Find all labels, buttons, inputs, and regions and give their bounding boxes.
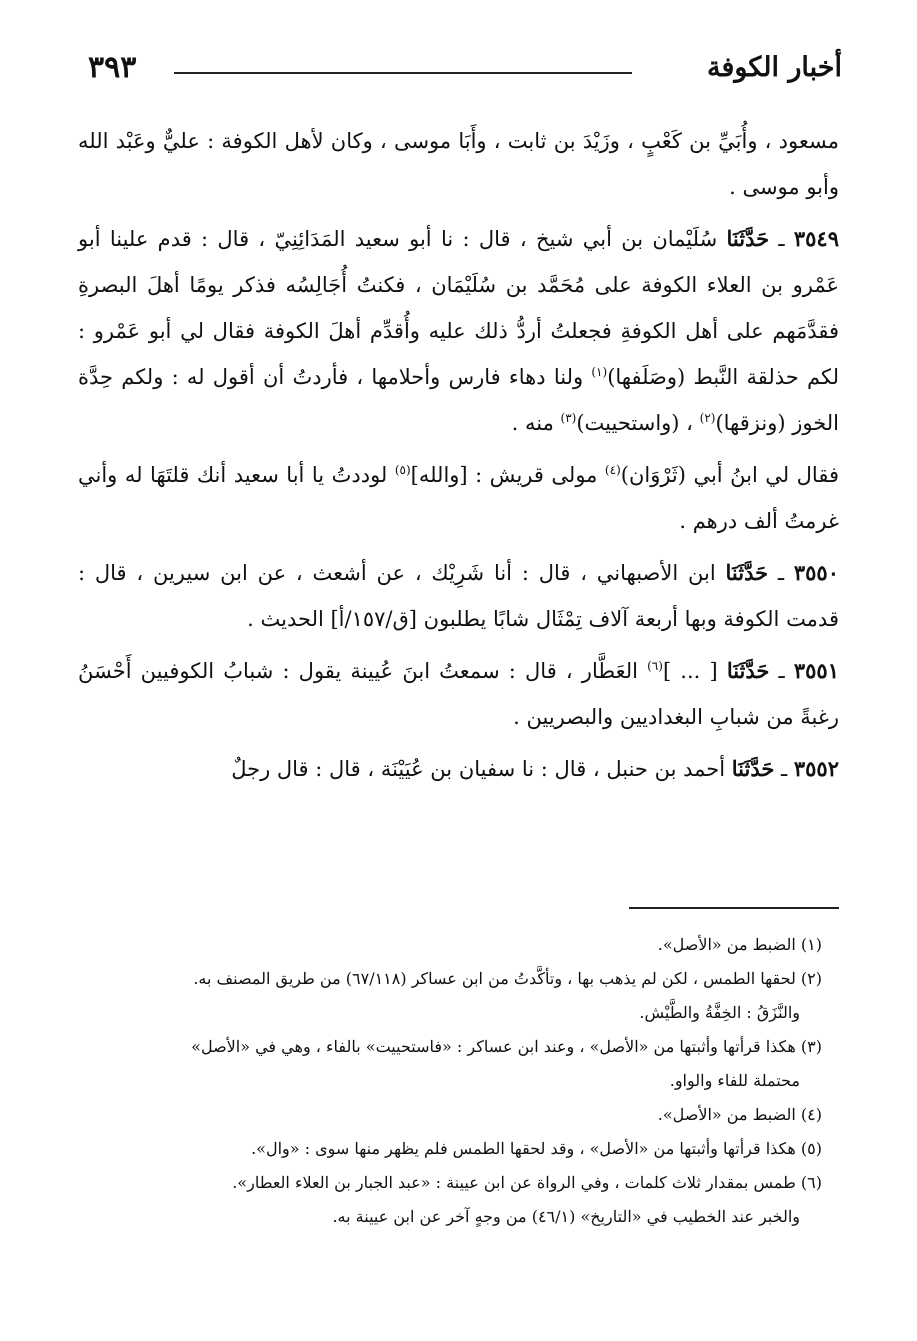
footnote-2: (٢) لحقها الطمس ، لكن لم يذهب بها ، وتأكَّدتُ من ابن عساكر (٦٧/١١٨) من طريق المصنف به. bbox=[193, 969, 822, 988]
hadith-number: ٣٥٥٢ bbox=[793, 756, 839, 781]
paragraph-text: مولى قريش : [والله] bbox=[410, 463, 598, 487]
paragraph-text: فقال لي ابنُ أبي (ثَرْوَان) bbox=[620, 463, 839, 487]
footnote-ref: (٣) bbox=[560, 411, 577, 425]
hadith-text: ، (واستحييت) bbox=[576, 411, 693, 435]
hadith-text: أحمد بن حنبل ، قال : نا سفيان بن عُيَيْنَة ، قال : قال رجلٌ bbox=[231, 757, 726, 781]
footnote-ref: (٢) bbox=[699, 411, 716, 425]
narration-formula: حَدَّثَنَا bbox=[726, 226, 770, 251]
footnote-6: (٦) طمس بمقدار ثلاث كلمات ، وفي الرواة عن ابن عيينة : «عبد الجبار بن العلاء العطار». bbox=[232, 1173, 822, 1192]
footnote-ref: (٥) bbox=[394, 463, 411, 477]
hadith-number: ٣٥٥٠ bbox=[793, 560, 839, 585]
running-title: أخبار الكوفة bbox=[707, 52, 842, 83]
footnote-5: (٥) هكذا قرأتها وأثبتها من «الأصل» ، وقد لحقها الطمس فلم يظهر منها سوى : «وال». bbox=[251, 1139, 822, 1158]
hadith-text: [ ... ] bbox=[662, 659, 718, 683]
main-text bbox=[78, 118, 839, 798]
hadith-text: العَطَّار ، قال : سمعتُ ابنَ عُيينة يقول : شبابُ الكوفيين أَحْسَنُ رغبةً من شبابِ البغداديين والبصريين . bbox=[78, 659, 839, 729]
paragraph-3551: ٣٥٥١ ـ حَدَّثَنَا [ ... ]$^{(٦)}$ العَطَّار ، قال : سمعتُ ابنَ عُيينة يقول : شبابُ الكوفيين أَحْسَنُ رغبةً من شبابِ البغداديين والبصريين . bbox=[78, 658, 839, 729]
paragraph-text: لوددتُ يا أبا سعيد أنك قلتَهَا له وأني غرمتُ ألف درهم . bbox=[78, 463, 839, 533]
hadith-number: ٣٥٤٩ bbox=[793, 226, 839, 251]
narration-formula: حَدَّثَنَا bbox=[725, 560, 769, 585]
page-number: ٣٩٣ bbox=[88, 50, 137, 85]
paragraph-3552: ٣٥٥٢ ـ حَدَّثَنَا أحمد بن حنبل ، قال : نا سفيان بن عُيَيْنَة ، قال : قال رجلٌ bbox=[231, 756, 839, 781]
footnotes bbox=[78, 930, 822, 1236]
page-header bbox=[88, 50, 842, 90]
hadith-text: منه . bbox=[511, 411, 554, 435]
paragraph-3550: ٣٥٥٠ ـ حَدَّثَنَا ابن الأصبهاني ، قال : أنا شَرِيْك ، عن أشعث ، عن ابن سيرين ، قال : قدمت الكوفة وبها أربعة آلاف تِمْثَال شابًا يطلبون [ق/١٥٧/أ] الحديث . bbox=[78, 560, 839, 631]
narration-formula: حَدَّثَنَا bbox=[731, 756, 775, 781]
paragraph-3549: ٣٥٤٩ ـ حَدَّثَنَا سُلَيْمان بن أبي شيخ ، قال : نا أبو سعيد المَدَائِنِيّ ، قال : قدم علينا أبو عَمْرو بن العلاء الكوفة على مُحَمَّد بن سُلَيْمَان ، فكنتُ أُجَالِسُه فذكر يومًا أهلَ البصرةِ فقدَّمَهم على أهل الكوفةِ فجعلتُ أردُّ ذلك عليه وأُقدِّم أهلَ الكوفة فقال لي أبو عَمْرو : لكم حذلقة النَّبط (وصَلَفها)$^{(١)}$ ولنا دهاء فارس وأحلامها ، فأردتُ أن أقول له : ولكم حِدَّة الخوز (ونزقها)$^{(٢)}$ ، (واستحييت)$^{(٣)}$ منه . bbox=[78, 226, 839, 435]
footnote-4: (٤) الضبط من «الأصل». bbox=[657, 1105, 822, 1124]
footnote-ref: (١) bbox=[591, 365, 608, 379]
hadith-text: ابن الأصبهاني ، قال : أنا شَرِيْك ، عن أشعث ، عن ابن سيرين ، قال : قدمت الكوفة وبها أربعة آلاف تِمْثَال شابًا يطلبون [ق/١٥٧/أ] الحديث . bbox=[78, 561, 839, 631]
footnote-1: (١) الضبط من «الأصل». bbox=[657, 935, 822, 954]
paragraph-3549-cont bbox=[78, 452, 839, 544]
footnote-separator bbox=[629, 907, 839, 909]
hadith-text: ولنا دهاء فارس وأحلامها ، فأردتُ أن أقول له : ولكم حِدَّة الخوز (ونزقها) bbox=[78, 365, 839, 435]
hadith-text: سُلَيْمان بن أبي شيخ ، قال : نا أبو سعيد المَدَائِنِيّ ، قال : قدم علينا أبو عَمْرو بن العلاء الكوفة على مُحَمَّد بن سُلَيْمَان ، فكنتُ أُجَالِسُه فذكر يومًا أهلَ البصرةِ فقدَّمَهم على أهل الكوفةِ فجعلتُ أردُّ ذلك عليه وأُقدِّم أهلَ الكوفة فقال لي أبو عَمْرو : لكم حذلقة النَّبط (وصَلَفها) bbox=[78, 227, 839, 389]
footnote-3-continued: محتملة للفاء والواو. bbox=[669, 1071, 800, 1090]
footnote-3: (٣) هكذا قرأتها وأثبتها من «الأصل» ، وعند ابن عساكر : «فاستحييت» بالفاء ، وهي في «الأصل» bbox=[191, 1037, 822, 1056]
header-rule bbox=[174, 72, 632, 74]
footnote-6-continued: والخبر عند الخطيب في «التاريخ» (٤٦/١) من وجهٍ آخر عن ابن عيينة به. bbox=[332, 1207, 800, 1226]
footnote-2-continued: والنَّزَقُ : الخِفَّةُ والطَّيْش. bbox=[639, 1003, 800, 1022]
paragraph-1: مسعود ، وأُبَيِّ بن كَعْبٍ ، وزَيْدَ بن ثابت ، وأَبَا موسى ، وكان لأهل الكوفة : عليٌّ وعَبْد الله وأبو موسى . bbox=[78, 129, 839, 199]
hadith-number: ٣٥٥١ bbox=[793, 658, 839, 683]
narration-formula: حَدَّثَنَا bbox=[726, 658, 770, 683]
footnote-ref: (٤) bbox=[604, 463, 621, 477]
footnote-ref: (٦) bbox=[647, 659, 663, 673]
